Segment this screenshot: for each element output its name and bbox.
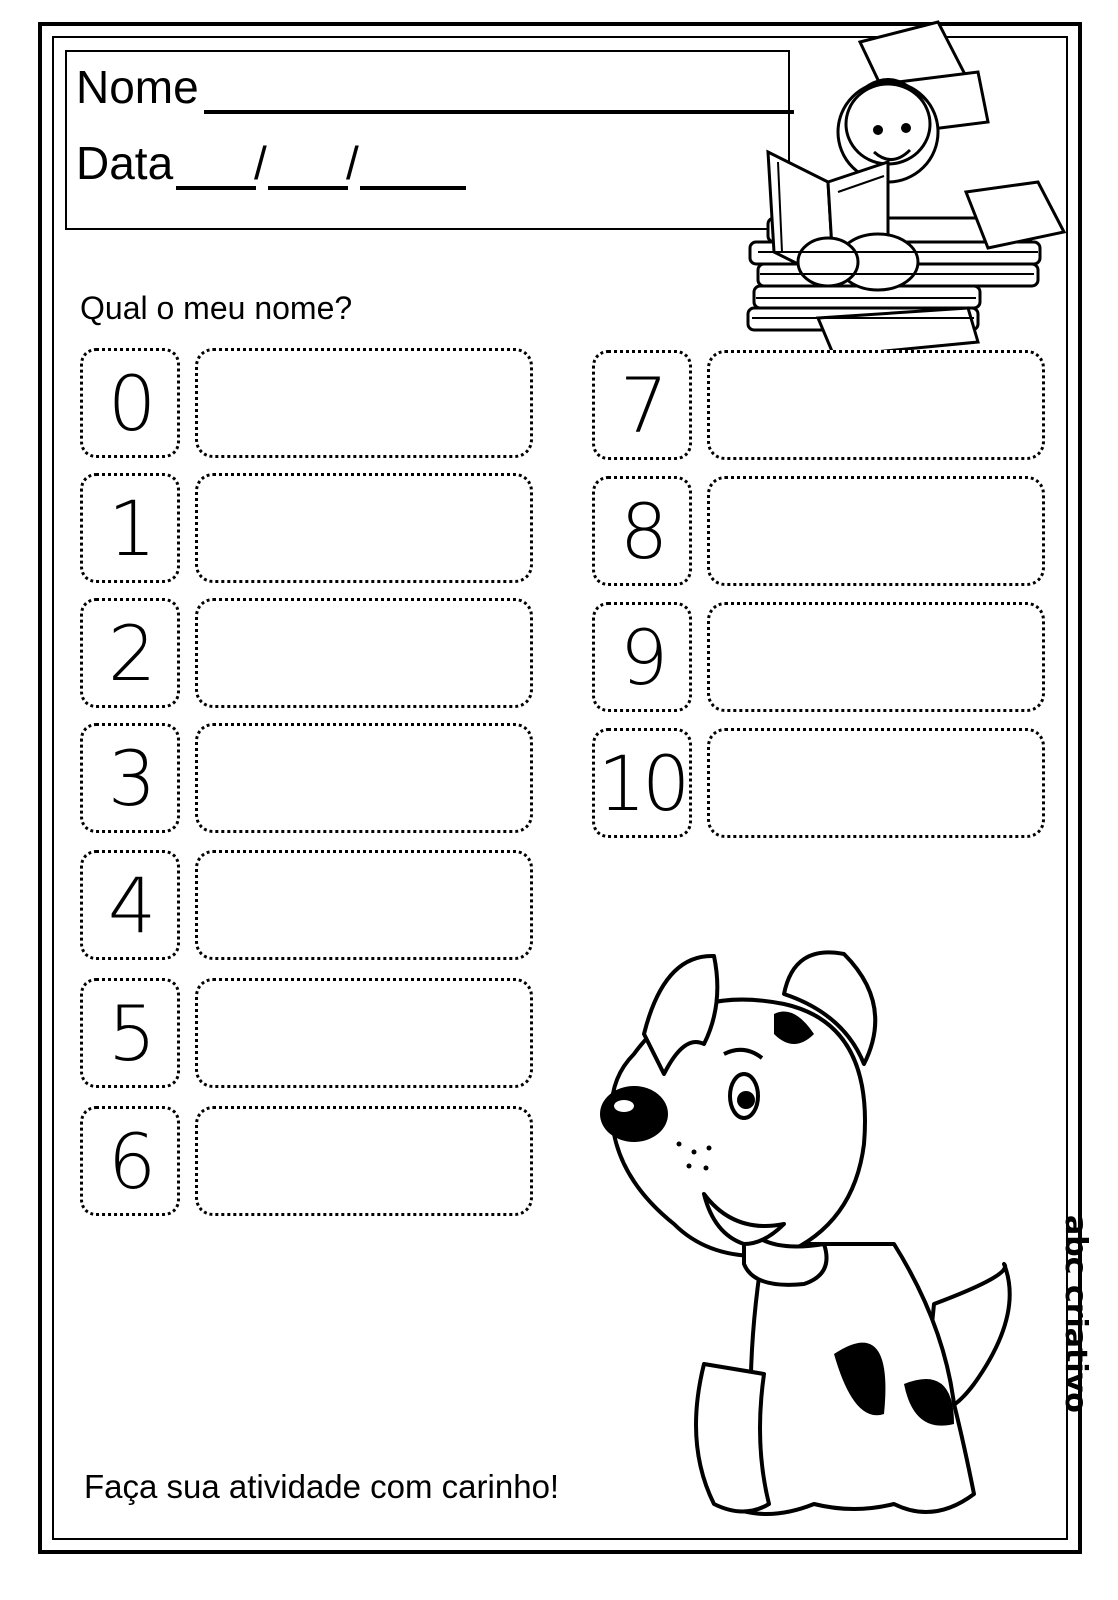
name-field-line[interactable] xyxy=(204,66,794,114)
number-box-9 xyxy=(592,602,692,712)
date-year-line[interactable] xyxy=(360,142,466,190)
date-label: Data xyxy=(76,137,174,189)
number-box-2 xyxy=(80,598,180,708)
number-box-8 xyxy=(592,476,692,586)
number-label: 0 xyxy=(107,358,153,448)
number-box-0 xyxy=(80,348,180,458)
brand-logo xyxy=(1058,1215,1094,1485)
answer-box-7[interactable] xyxy=(707,350,1045,460)
number-label: 10 xyxy=(597,738,687,828)
number-label: 7 xyxy=(619,360,665,450)
number-box-3 xyxy=(80,723,180,833)
answer-box-5[interactable] xyxy=(195,978,533,1088)
number-box-6 xyxy=(80,1106,180,1216)
number-label: 3 xyxy=(107,733,153,823)
question-text: Qual o meu nome? xyxy=(80,290,353,326)
answer-box-8[interactable] xyxy=(707,476,1045,586)
date-separator-1: / xyxy=(254,137,267,189)
brand-text: abc criativo xyxy=(1058,1215,1093,1413)
name-label: Nome xyxy=(76,61,199,113)
number-box-10 xyxy=(592,728,692,838)
number-label: 8 xyxy=(619,486,665,576)
number-label: 2 xyxy=(107,608,153,698)
answer-box-9[interactable] xyxy=(707,602,1045,712)
answer-box-1[interactable] xyxy=(195,473,533,583)
dog-illustration xyxy=(594,944,1044,1544)
date-separator-2: / xyxy=(346,137,359,189)
date-day-line[interactable] xyxy=(176,142,256,190)
answer-box-2[interactable] xyxy=(195,598,533,708)
number-box-7 xyxy=(592,350,692,460)
answer-box-3[interactable] xyxy=(195,723,533,833)
answer-box-10[interactable] xyxy=(707,728,1045,838)
number-label: 1 xyxy=(107,483,153,573)
answer-box-0[interactable] xyxy=(195,348,533,458)
boy-reading-books-illustration xyxy=(738,12,1072,362)
footer-text: Faça sua atividade com carinho! xyxy=(84,1468,560,1505)
number-label: 9 xyxy=(619,612,665,702)
number-box-4 xyxy=(80,850,180,960)
number-box-5 xyxy=(80,978,180,1088)
date-month-line[interactable] xyxy=(268,142,348,190)
number-box-1 xyxy=(80,473,180,583)
number-label: 5 xyxy=(107,988,153,1078)
number-label: 4 xyxy=(107,860,153,950)
answer-box-6[interactable] xyxy=(195,1106,533,1216)
number-label: 6 xyxy=(107,1116,153,1206)
answer-box-4[interactable] xyxy=(195,850,533,960)
